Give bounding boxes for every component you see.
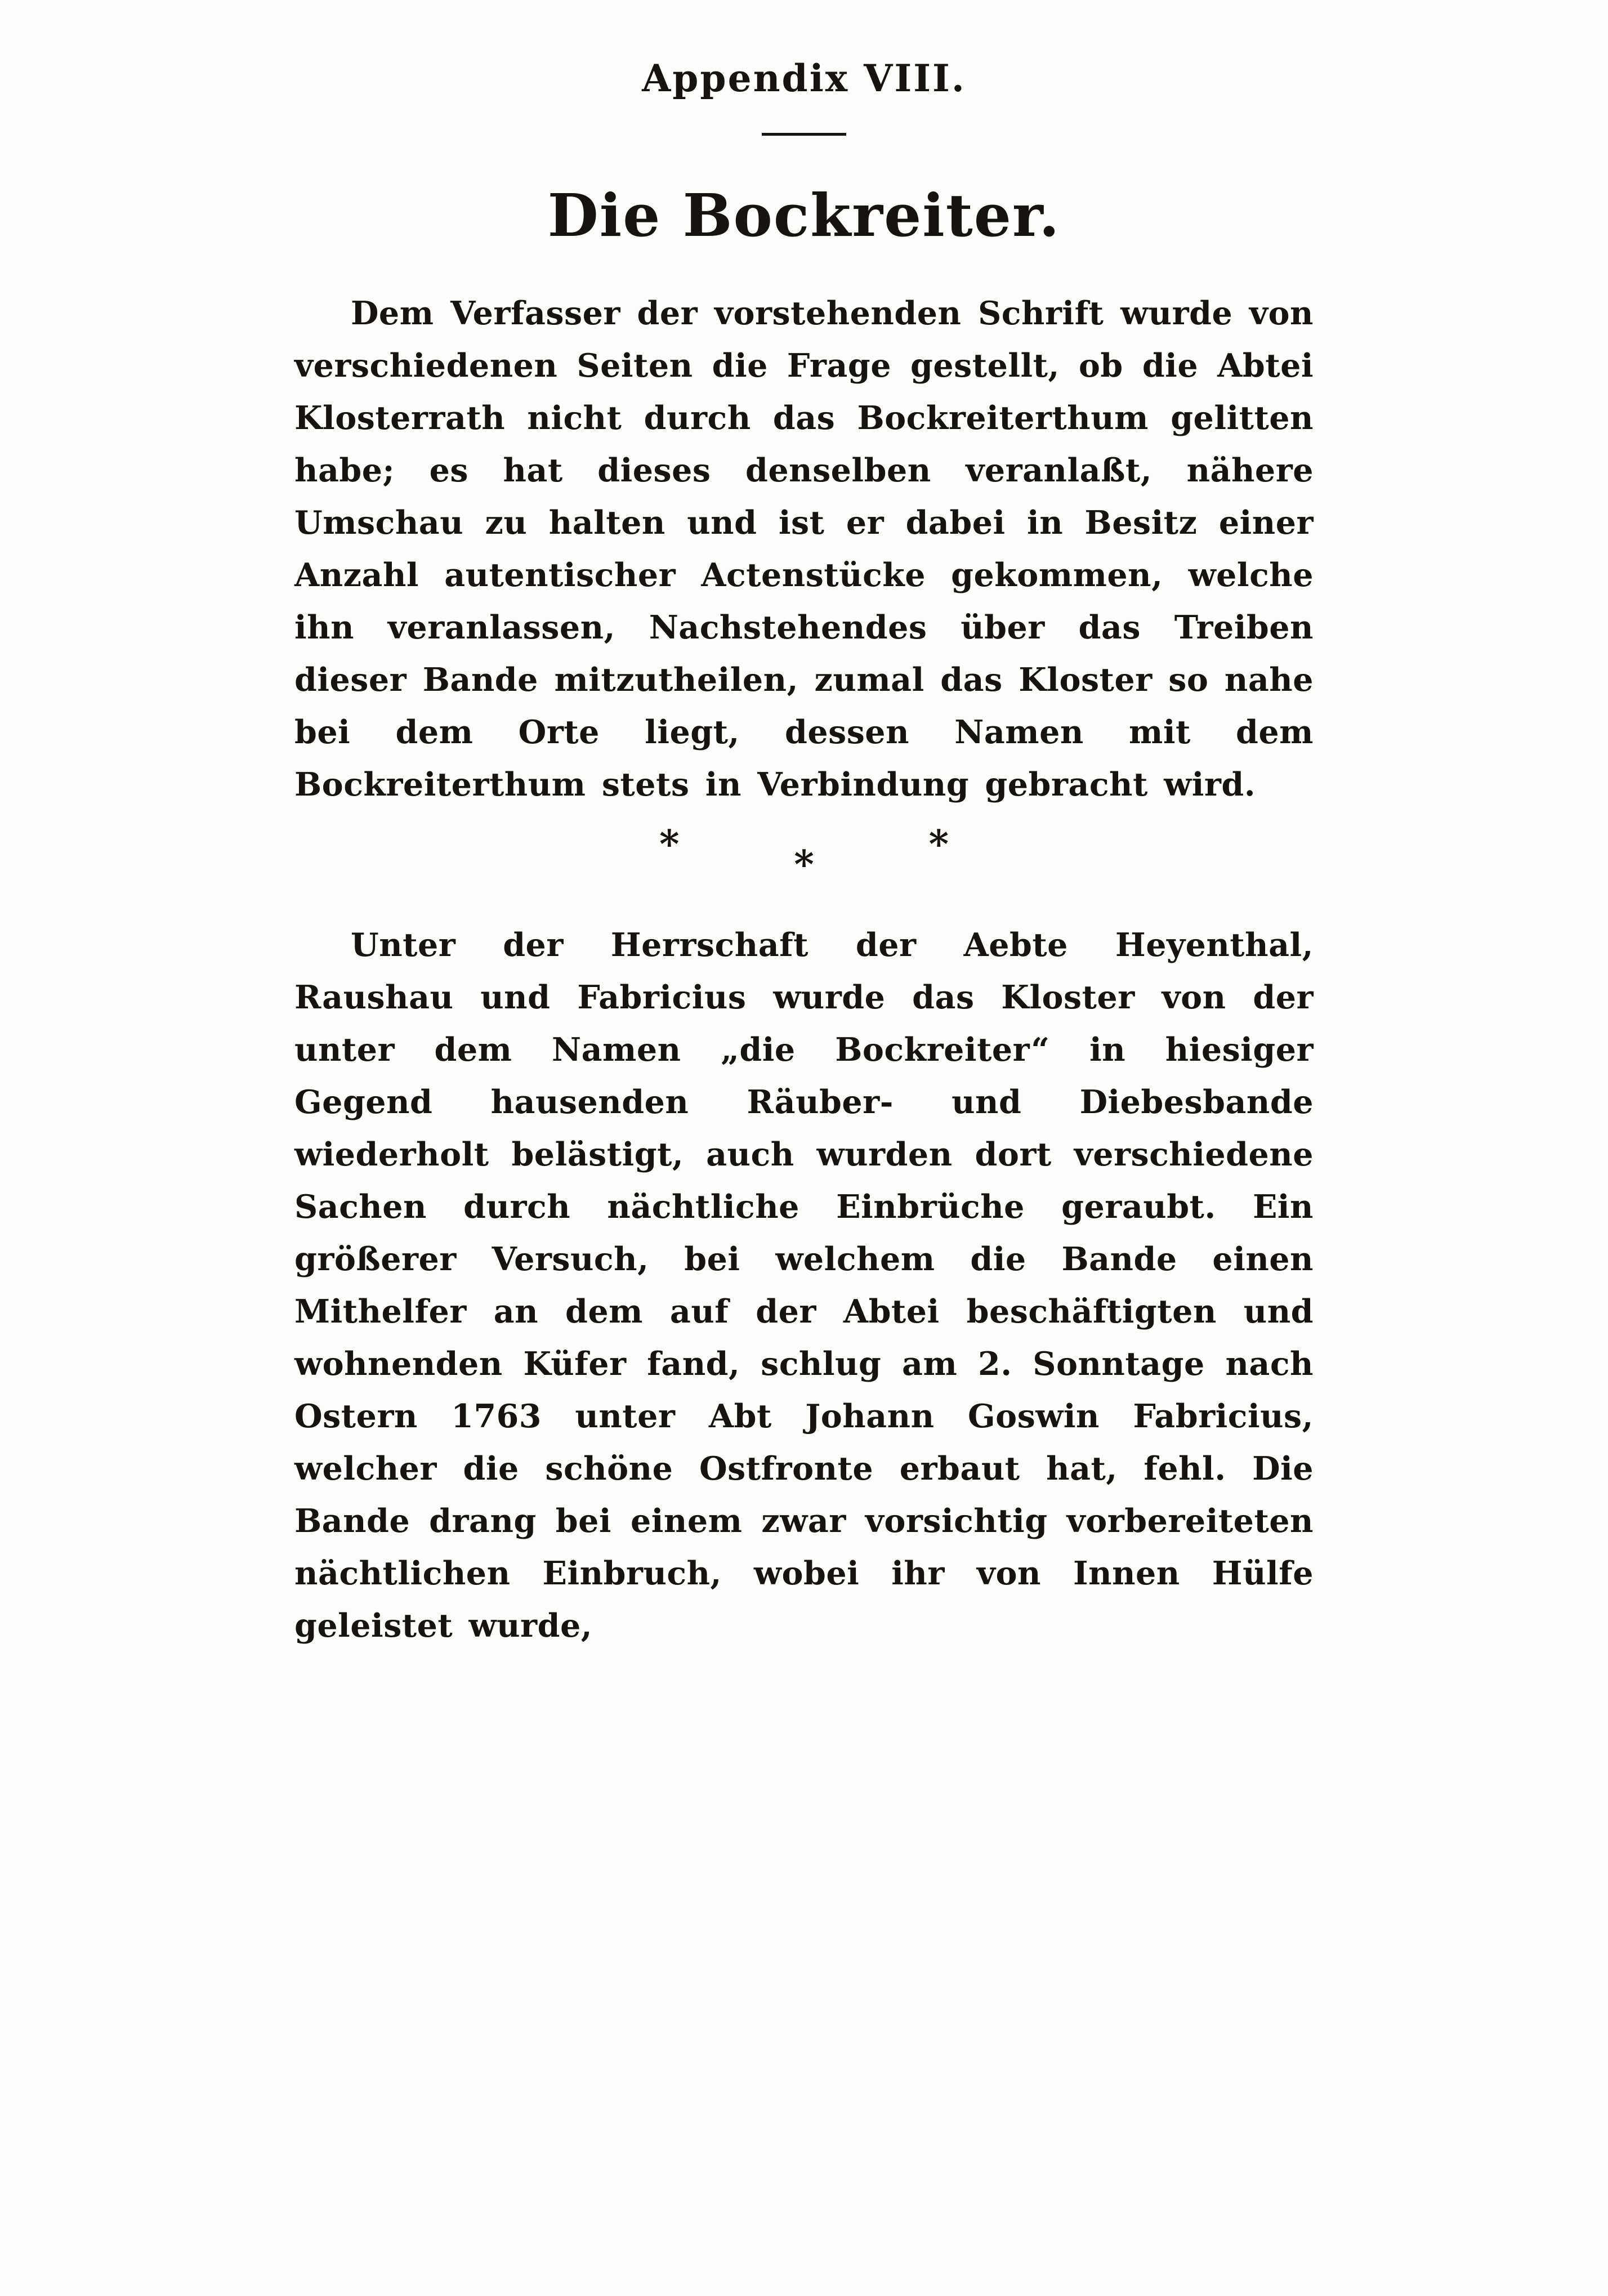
head-rule-divider (762, 133, 846, 136)
paragraph-1: Dem Verfasser der vorstehenden Schrift wurde von verschiedenen Seiten die Frage gestellt, ob die Abtei Klosterrath nicht durch das Bockreiterthum gelitten habe; es hat dieses denselben veranlaßt, nähere Umschau zu halten und ist er dabei in Besitz einer Anzahl autentischer Actenstücke gekommen, welche ihn veranlassen, Nachstehendes über das Treiben dieser Bande mitzutheilen, zumal das Kloster so nahe bei dem Orte liegt, dessen Namen mit dem Bockreiterthum stets in Verbindung gebracht wird. (294, 294, 1314, 803)
running-head: Appendix VIII. (642, 56, 966, 100)
asterisk-right: * (928, 822, 949, 867)
page-title: Die Bockreiter. (547, 181, 1061, 250)
paragraph-2: Unter der Herrschaft der Aebte Heyenthal, Raushau und Fabricius wurde das Kloster von der unter dem Namen „die Bockreiter“ in hiesiger Gegend hausenden Räuber- und Diebesbande wiederholt belästigt, auch wurden dort verschiedene Sachen durch nächtliche Einbrüche geraubt. Ein größerer Versuch, bei welchem die Bande einen Mithelfer an dem auf der Abtei beschäftigten und wohnenden Küfer fand, schlug am 2. Sonntage nach Ostern 1763 unter Abt Johann Goswin Fabricius, welcher die schöne Ostfronte erbaut hat, fehl. Die Bande drang bei einem zwar vorsichtig vorbereiteten nächtlichen Einbruch, wobei ihr von Innen Hülfe geleistet wurde, (294, 926, 1314, 1645)
asterisk-middle: * (794, 842, 814, 887)
text-block (294, 0, 1314, 1652)
asterisk-left: * (659, 822, 680, 867)
asterism-divider (294, 822, 1314, 904)
